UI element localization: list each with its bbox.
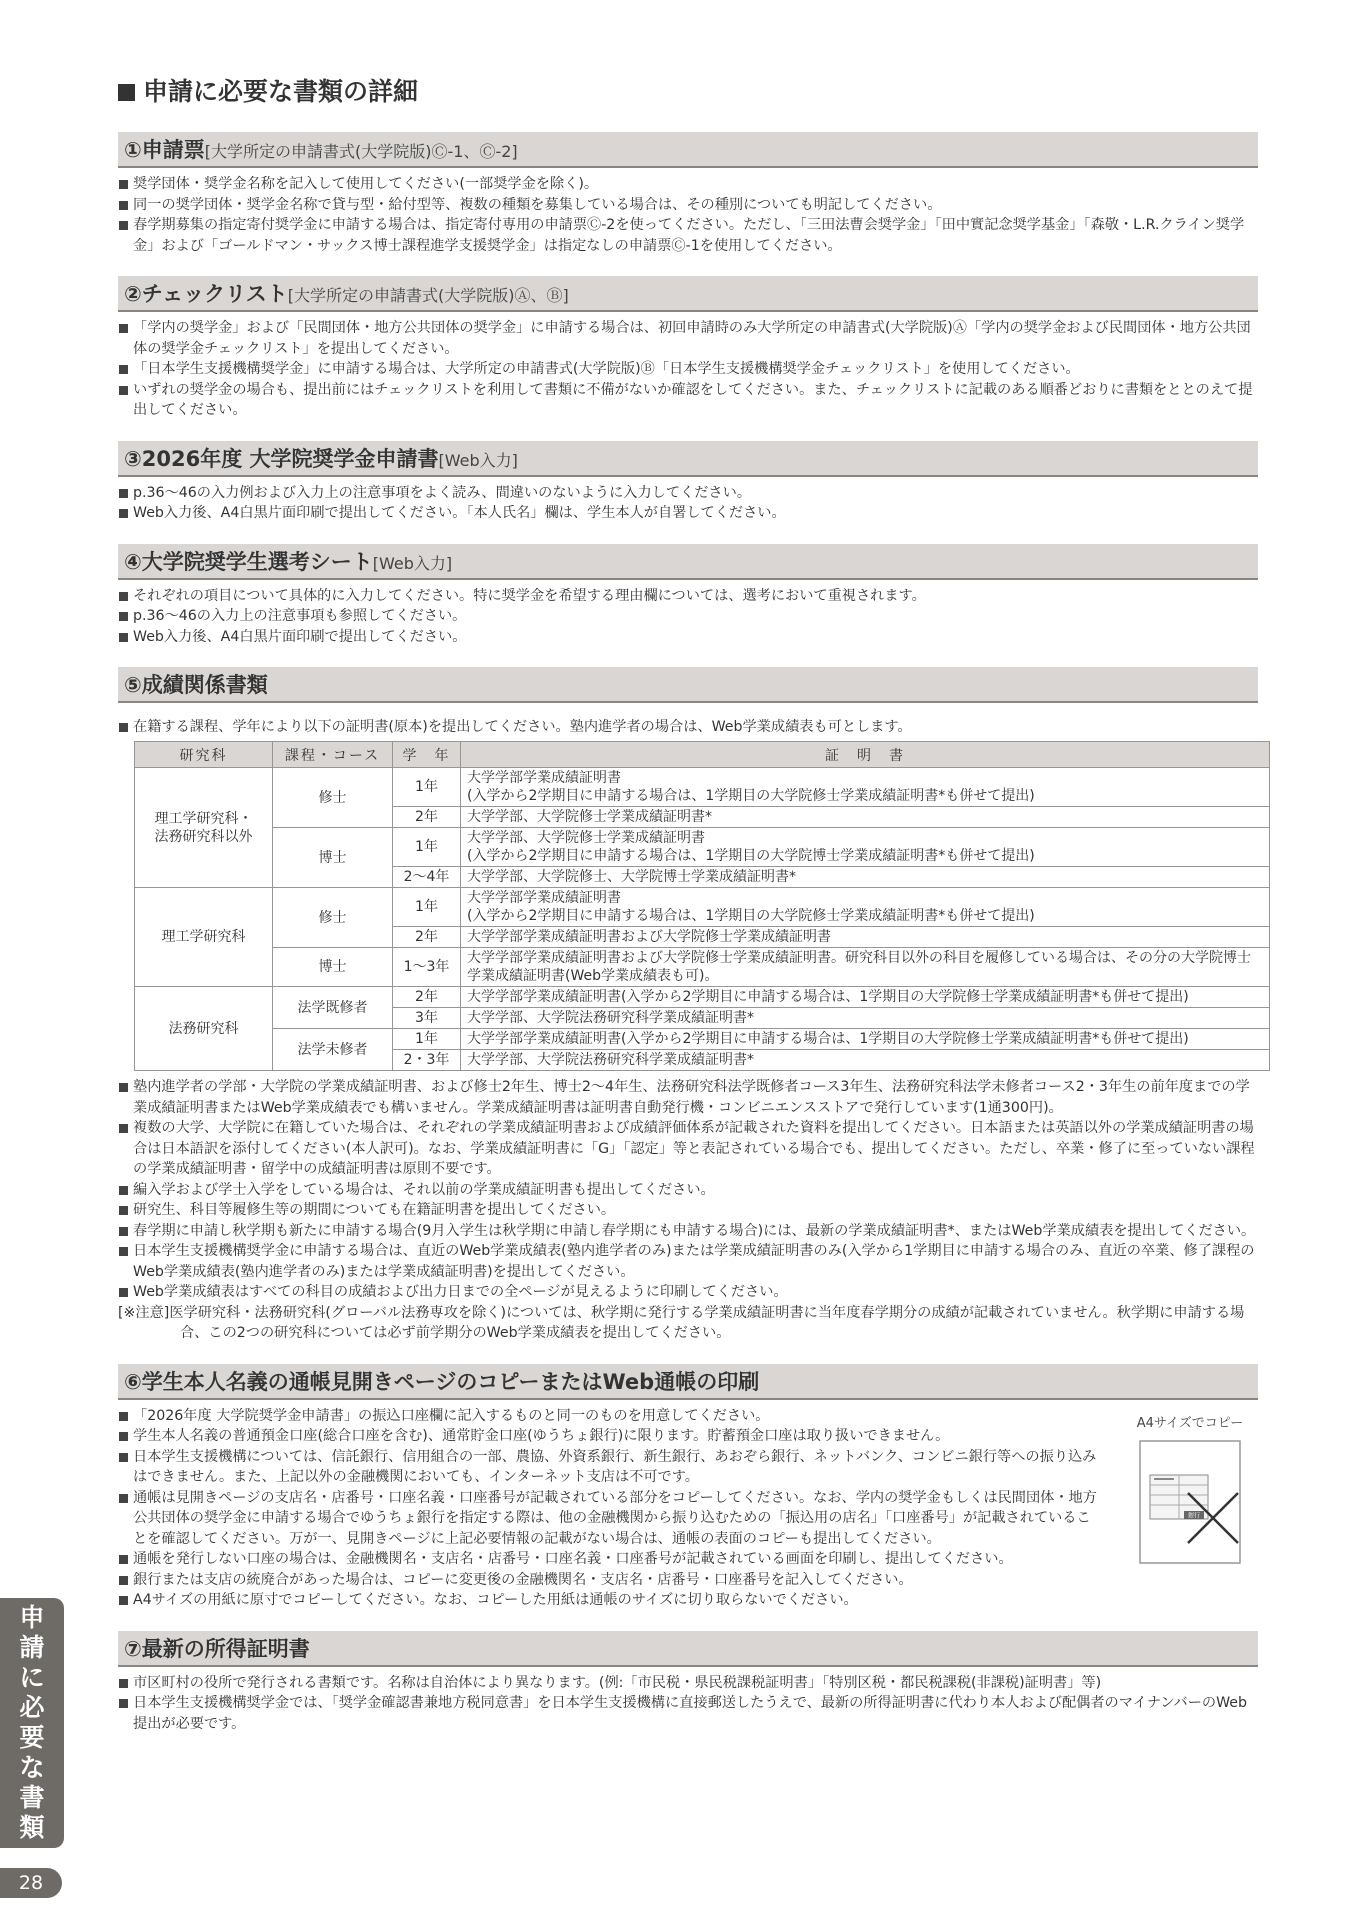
caution-note: [※注意]医学研究科・法務研究科(グローバル法務専攻を除く)については、秋学期に発行する学業成績証明書に当年度春学期分の成績が記載されていません。秋学期に申請する場合、この2つの研究科については必ず前学期分のWeb学業成績表を提出してください。 (118, 1304, 1245, 1341)
side-tab-char: 書 (19, 1783, 45, 1812)
bullet-item: 塾内進学者の学部・大学院の学業成績証明書、および修士2年生、博士2〜4年生、法務研究科法学既修者コース3年生、法務研究科法学未修者コース2・3年生の前年度までの学業成績証明書またはWeb学業成績表でも構いません。学業成績証明書は証明書自動発行機・コンビニエンスストアで発行しています(1通300円)。 (118, 1077, 1258, 1118)
course-cell: 修士 (273, 768, 393, 828)
table-header: 証 明 書 (461, 742, 1270, 768)
table-row (135, 828, 1270, 867)
course-cell: 修士 (273, 888, 393, 948)
bullet-item: いずれの奨学金の場合も、提出前にはチェックリストを利用して書類に不備がないか確認をしてください。また、チェックリストに記載のある順番どおりに書類をととのえて提出してください。 (118, 380, 1258, 421)
year-cell: 2・3年 (393, 1050, 461, 1071)
bullet-item: 日本学生支援機構については、信託銀行、信用組合の一部、農協、外資系銀行、新生銀行、あおぞら銀行、ネットバンク、コンビニ銀行等への振り込みはできません。また、上記以外の金融機関においても、インターネット支店は不可です。 (118, 1447, 1098, 1488)
certificate-cell: 大学学部、大学院修士、大学院博士学業成績証明書* (461, 867, 1270, 888)
bullet-item: p.36〜46の入力例および入力上の注意事項をよく読み、間違いのないように入力してください。 (118, 483, 1258, 504)
dept-cell: 理工学研究科・ 法務研究科以外 (135, 768, 273, 888)
bullet-item: 編入学および学士入学をしている場合は、それ以前の学業成績証明書も提出してください。 (118, 1180, 1258, 1201)
document-page (118, 72, 1258, 1734)
section-heading-selection-sheet: ④大学院奨学生選考シート[Web入力] (118, 544, 1258, 580)
side-tab-char: に (19, 1663, 45, 1692)
bullet-item: 同一の奨学団体・奨学金名称で貸与型・給付型等、複数の種類を募集している場合は、その種別についても明記してください。 (118, 195, 1258, 216)
bullet-item: Web入力後、A4白黒片面印刷で提出してください。「本人氏名」欄は、学生本人が自署してください。 (118, 503, 1258, 524)
bullet-item: 「日本学生支援機構奨学金」に申請する場合は、大学所定の申請書式(大学院版)Ⓑ「日本学生支援機構奨学金チェックリスト」を使用してください。 (118, 359, 1258, 380)
bullet-item: 春学期に申請し秋学期も新たに申請する場合(9月入学生は秋学期に申請し春学期にも申請する場合)には、最新の学業成績証明書*、またはWeb学業成績表を提出してください。 (118, 1221, 1258, 1242)
bullet-item: 「2026年度 大学院奨学金申請書」の振込口座欄に記入するものと同一のものを用意してください。 (118, 1406, 1098, 1427)
year-cell: 1年 (393, 828, 461, 867)
bullet-list-sec2 (118, 318, 1258, 421)
year-cell: 2年 (393, 807, 461, 828)
certificate-cell: 大学学部学業成績証明書および大学院修士学業成績証明書。研究科目以外の科目を履修している場合は、その分の大学院博士学業成績証明書(Web学業成績表も可)。 (461, 948, 1270, 987)
table-header: 学 年 (393, 742, 461, 768)
note-list (118, 1303, 1258, 1344)
a4-caption: A4サイズでコピー (1136, 1415, 1244, 1431)
year-cell: 1年 (393, 1029, 461, 1050)
certificate-cell: 大学学部、大学院修士学業成績証明書* (461, 807, 1270, 828)
certificate-cell: 大学学部、大学院修士学業成績証明書 (入学から2学期目に申請する場合は、1学期目の大学院博士学業成績証明書*も併せて提出) (461, 828, 1270, 867)
page-title: 申請に必要な書類の詳細 (118, 72, 1258, 112)
side-tab-char: 必 (19, 1693, 45, 1722)
certificate-cell: 大学学部学業成績証明書 (入学から2学期目に申請する場合は、1学期目の大学院修士学業成績証明書*も併せて提出) (461, 888, 1270, 927)
bullet-item: 研究生、科目等履修生等の期間についても在籍証明書を提出してください。 (118, 1200, 1258, 1221)
square-bullet-icon (118, 84, 135, 101)
section-heading-scholarship-application: ③2026年度 大学院奨学金申請書[Web入力] (118, 441, 1258, 477)
grades-intro: 在籍する課程、学年により以下の証明書(原本)を提出してください。塾内進学者の場合は、Web学業成績表も可とします。 (118, 717, 1258, 737)
bullet-item: 複数の大学、大学院に在籍していた場合は、それぞれの学業成績証明書および成績評価体系が記載された資料を提出してください。日本語または英語以外の学業成績証明書の場合は日本語訳を添付してください(本人訳可)。なお、学業成績証明書に「G」「認定」等と表記されている場合でも、提出してください。ただし、卒業・修了に至っていない課程の学業成績証明書・留学中の成績証明書は原則不要です。 (118, 1118, 1258, 1180)
course-cell: 法学未修者 (273, 1029, 393, 1071)
side-tab-char: 要 (19, 1723, 45, 1752)
side-tab-char: 請 (19, 1633, 45, 1662)
bullet-item: Web入力後、A4白黒片面印刷で提出してください。 (118, 627, 1258, 648)
grades-table (134, 741, 1270, 1071)
section-bankbook (118, 1364, 1258, 1611)
year-cell: 2年 (393, 927, 461, 948)
page-number: 28 (0, 1868, 62, 1898)
section-heading-income-certificate: ⑦最新の所得証明書 (118, 1631, 1258, 1667)
bullet-item: 春学期募集の指定寄付奨学金に申請する場合は、指定寄付専用の申請票Ⓒ-2を使ってください。ただし、「三田法曹会奨学金」「田中實記念奨学基金」「森敬・L.R.クライン奨学金」および「ゴールドマン・サックス博士課程進学支援奨学金」は指定なしの申請票Ⓒ-1を使用してください。 (118, 215, 1258, 256)
certificate-cell: 大学学部、大学院法務研究科学業成績証明書* (461, 1050, 1270, 1071)
certificate-cell: 大学学部学業成績証明書(入学から2学期目に申請する場合は、1学期目の大学院修士学業成績証明書*も併せて提出) (461, 987, 1270, 1008)
bullet-item: A4サイズの用紙に原寸でコピーしてください。なお、コピーした用紙は通帳のサイズに切り取らないでください。 (118, 1590, 1098, 1611)
bullet-list-sec5 (118, 1077, 1258, 1303)
dept-cell: 法務研究科 (135, 987, 273, 1071)
table-row (135, 768, 1270, 807)
bullet-item: 市区町村の役所で発行される書類です。名称は自治体により異なります。(例:「市民税・県民税課税証明書」「特別区税・都民税課税(非課税)証明書」等) (118, 1673, 1258, 1694)
bullet-item: 通帳は見開きページの支店名・店番号・口座名義・口座番号が記載されている部分をコピーしてください。なお、学内の奨学金もしくは民間団体・地方公共団体の奨学金に申請する場合でゆうちょ銀行を指定する際は、他の金融機関から振り込むための「振込用の店名」「口座番号」が記載されていることを確認してください。万が一、見開きページに上記必要情報の記載がない場合は、通帳の表面のコピーも提出してください。 (118, 1488, 1098, 1550)
side-tab-char: 申 (19, 1603, 45, 1632)
side-tab-char: 類 (19, 1813, 45, 1842)
bank-label: 銀行 (1187, 1512, 1201, 1519)
bullet-item: 奨学団体・奨学金名称を記入して使用してください(一部奨学金を除く)。 (118, 174, 1258, 195)
dept-cell: 理工学研究科 (135, 888, 273, 987)
certificate-cell: 大学学部学業成績証明書(入学から2学期目に申請する場合は、1学期目の大学院修士学業成績証明書*も併せて提出) (461, 1029, 1270, 1050)
bullet-item: 日本学生支援機構奨学金では、「奨学金確認書兼地方税同意書」を日本学生支援機構に直接郵送したうえで、最新の所得証明書に代わり本人および配偶者のマイナンバーのWeb提出が必要です。 (118, 1693, 1258, 1734)
bullet-item: 銀行または支店の統廃合があった場合は、コピーに変更後の金融機関名・支店名・店番号・口座番号を記入してください。 (118, 1570, 1098, 1591)
side-tab-char: な (19, 1753, 45, 1782)
year-cell: 1年 (393, 768, 461, 807)
bullet-item: p.36〜46の入力上の注意事項も参照してください。 (118, 606, 1258, 627)
table-header: 研究科 (135, 742, 273, 768)
bullet-list-sec4 (118, 586, 1258, 648)
year-cell: 1〜3年 (393, 948, 461, 987)
year-cell: 1年 (393, 888, 461, 927)
table-row (135, 987, 1270, 1008)
bullet-list-sec3 (118, 483, 1258, 524)
year-cell: 3年 (393, 1008, 461, 1029)
table-row (135, 1029, 1270, 1050)
bankbook-copy-icon (1126, 1439, 1254, 1567)
table-row (135, 948, 1270, 987)
bullet-item: 「学内の奨学金」および「民間団体・地方公共団体の奨学金」に申請する場合は、初回申請時のみ大学所定の申請書式(大学院版)Ⓐ「学内の奨学金および民間団体・地方公共団体の奨学金チェックリスト」を提出してください。 (118, 318, 1258, 359)
year-cell: 2〜4年 (393, 867, 461, 888)
a4-copy-illustration (1126, 1412, 1254, 1571)
bullet-item: それぞれの項目について具体的に入力してください。特に奨学金を希望する理由欄については、選考において重視されます。 (118, 586, 1258, 607)
certificate-cell: 大学学部、大学院法務研究科学業成績証明書* (461, 1008, 1270, 1029)
bullet-item: 通帳を発行しない口座の場合は、金融機関名・支店名・店番号・口座名義・口座番号が記載されている画面を印刷し、提出してください。 (118, 1549, 1098, 1570)
bullet-item: 日本学生支援機構奨学金に申請する場合は、直近のWeb学業成績表(塾内進学者のみ)または学業成績証明書のみ(入学から1学期目に申請する場合のみ、直近の卒業、修了課程のWeb学業成績表(塾内進学者のみ)または学業成績証明書)を提出してください。 (118, 1241, 1258, 1282)
section-heading-bankbook: ⑥学生本人名義の通帳見開きページのコピーまたはWeb通帳の印刷 (118, 1364, 1258, 1400)
bullet-item: Web学業成績表はすべての科目の成績および出力日までの全ページが見えるように印刷してください。 (118, 1282, 1258, 1303)
bullet-list-sec1 (118, 174, 1258, 256)
section-heading-application-form: ①申請票[大学所定の申請書式(大学院版)Ⓒ-1、Ⓒ-2] (118, 132, 1258, 168)
course-cell: 博士 (273, 948, 393, 987)
certificate-cell: 大学学部学業成績証明書 (入学から2学期目に申請する場合は、1学期目の大学院修士学業成績証明書*も併せて提出) (461, 768, 1270, 807)
year-cell: 2年 (393, 987, 461, 1008)
side-tab (0, 1598, 64, 1848)
bullet-list-sec6 (118, 1406, 1098, 1611)
table-header: 課程・コース (273, 742, 393, 768)
course-cell: 法学既修者 (273, 987, 393, 1029)
section-heading-grade-documents: ⑤成績関係書類 (118, 667, 1258, 703)
table-row (135, 888, 1270, 927)
bullet-list-sec7 (118, 1673, 1258, 1735)
section-heading-checklist: ②チェックリスト[大学所定の申請書式(大学院版)Ⓐ、Ⓑ] (118, 276, 1258, 312)
bullet-item: 学生本人名義の普通預金口座(総合口座を含む)、通常貯金口座(ゆうちょ銀行)に限ります。貯蓄預金口座は取り扱いできません。 (118, 1426, 1098, 1447)
course-cell: 博士 (273, 828, 393, 888)
certificate-cell: 大学学部学業成績証明書および大学院修士学業成績証明書 (461, 927, 1270, 948)
